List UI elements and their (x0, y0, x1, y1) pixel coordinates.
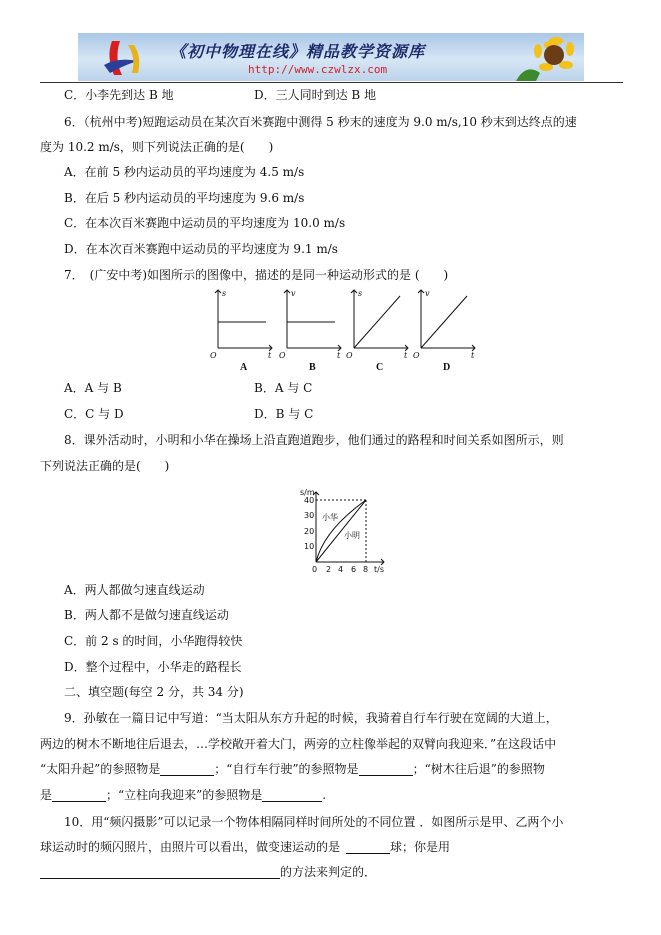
header-banner (78, 33, 584, 81)
q6-option-d: D．在本次百米赛跑中运动员的平均速度为 9.1 m/s (64, 242, 338, 256)
q9-blank-3[interactable] (52, 789, 106, 802)
q6-option-a: A．在前 5 秒内运动员的平均速度为 4.5 m/s (64, 165, 305, 179)
q8-label-xiaoming: 小明 (344, 531, 360, 540)
graph-letter: A (240, 362, 248, 372)
q9-stem-line1: 9．孙敏在一篇日记中写道：“当太阳从东方升起的时候，我骑着自行车行驶在宽阔的大道上， (64, 711, 558, 725)
y-axis-label: v (291, 289, 296, 298)
q8-stem-line2: 下列说法正确的是( ) (40, 459, 170, 473)
q10-text: 球；你是用 (390, 840, 451, 854)
q8-ytick: 40 (304, 496, 315, 505)
q7-option-b: B．A 与 C (254, 381, 313, 395)
q8-st-graph (298, 486, 390, 574)
q9-text: ；“立柱向我迎来”的参照物是 (106, 788, 263, 802)
q8-option-d: D．整个过程中，小华走的路程长 (64, 660, 242, 674)
q8-xtick: 8 (363, 565, 369, 574)
q8-ytick: 30 (304, 511, 315, 520)
q9-text: ；“自行车行驶”的参照物是 (214, 762, 359, 776)
q8-xtick: 6 (351, 565, 357, 574)
q6-option-b: B．在后 5 秒内运动员的平均速度为 9.6 m/s (64, 191, 305, 205)
q9-blank-2[interactable] (359, 763, 413, 776)
q7-option-c: C．C 与 D (64, 407, 124, 421)
q9-blank-1[interactable] (160, 763, 214, 776)
q9-text: “太阳升起”的参照物是 (40, 762, 161, 776)
q7-option-d: D．B 与 C (254, 407, 314, 421)
q6-stem-line1: 6．（杭州中考)短跑运动员在某次百米赛跑中测得 5 秒末的速度为 9.0 m/s,10 秒末到达终点的速 (64, 115, 577, 129)
graph-line (421, 296, 467, 348)
header-rule (40, 82, 623, 83)
q10-text: 的方法来判定的． (280, 865, 377, 879)
q9-stem-line2: 两边的树木不断地往后退去，…学校敞开着大门，两旁的立柱像举起的双臂向我迎来．”在这段话中 (40, 737, 557, 751)
q8-option-b: B．两人都不是做匀速直线运动 (64, 608, 229, 622)
q8-ytick: 20 (304, 527, 315, 536)
graph-letter: B (309, 362, 316, 372)
origin-label: O (210, 351, 217, 360)
graph-line (354, 296, 400, 348)
q9-text: . (322, 788, 327, 802)
q7-option-a: A．A 与 B (64, 381, 122, 395)
q7-graph-b (277, 286, 347, 372)
q8-option-a: A．两人都做匀速直线运动 (64, 583, 205, 597)
graph-letter: D (443, 362, 451, 372)
q7-graph-a (208, 286, 278, 372)
q5-option-d: D．三人同时到达 B 地 (254, 88, 377, 102)
q10-blank-1[interactable] (346, 841, 390, 854)
q8-option-c: C．前 2 s 的时间，小华跑得较快 (64, 634, 243, 648)
q10-text: 球运动时的频闪照片，由照片可以看出，做变速运动的是 (40, 840, 341, 854)
q8-xtick: 0 (312, 565, 318, 574)
q8-ytick: 10 (304, 542, 315, 551)
x-axis-label: t (268, 351, 272, 360)
y-axis-label: s (358, 289, 363, 298)
q10-stem-line1: 10．用“频闪摄影”可以记录一个物体相隔同样时间所处的不同位置 ．如图所示是甲、乙两个小 (64, 815, 564, 829)
y-axis-label: v (425, 289, 430, 298)
q7-graph-d (411, 286, 481, 372)
q8-xtick: 4 (338, 565, 344, 574)
q8-stem-line1: 8．课外活动时，小明和小华在操场上沿直跑道跑步，他们通过的路程和时间关系如图所示，则 (64, 433, 564, 447)
q10-stem-line3 (40, 865, 376, 879)
q9-stem-line3 (40, 762, 545, 776)
q10-stem-line2 (40, 840, 450, 854)
graph-letter: C (376, 362, 384, 372)
x-axis-label: t (337, 351, 341, 360)
q7-graph-c (344, 286, 414, 372)
q8-xlabel: t/s (374, 565, 384, 574)
banner-url: http://www.czwlzx.com (248, 63, 388, 76)
x-axis-label: t (471, 351, 475, 360)
q9-stem-line4 (40, 788, 326, 802)
q8-label-xiaohua: 小华 (322, 513, 338, 522)
q9-text: ；“树木往后退”的参照物 (412, 762, 545, 776)
q9-blank-4[interactable] (262, 789, 322, 802)
origin-label: O (279, 351, 286, 360)
section-fill-in-title: 二、填空题(每空 2 分，共 34 分) (64, 685, 244, 699)
q6-stem-line2: 度为 10.2 m/s，则下列说法正确的是( ) (40, 140, 274, 154)
q6-option-c: C．在本次百米赛跑中运动员的平均速度为 10.0 m/s (64, 216, 346, 230)
sunflower-icon (506, 33, 584, 81)
q9-text: 是 (40, 788, 53, 802)
logo-icon (84, 35, 164, 79)
x-axis-label: t (404, 351, 408, 360)
y-axis-label: s (222, 289, 227, 298)
q8-xtick: 2 (326, 565, 332, 574)
origin-label: O (346, 351, 353, 360)
q5-option-c: C．小李先到达 B 地 (64, 88, 174, 102)
origin-label: O (413, 351, 420, 360)
q8-ylabel: s/m (300, 488, 315, 497)
q10-blank-2[interactable] (40, 866, 280, 879)
banner-title: 《初中物理在线》精品教学资源库 (170, 42, 426, 61)
q7-stem: 7． (广安中考)如图所示的图像中，描述的是同一种运动形式的是 ( ) (64, 268, 449, 282)
